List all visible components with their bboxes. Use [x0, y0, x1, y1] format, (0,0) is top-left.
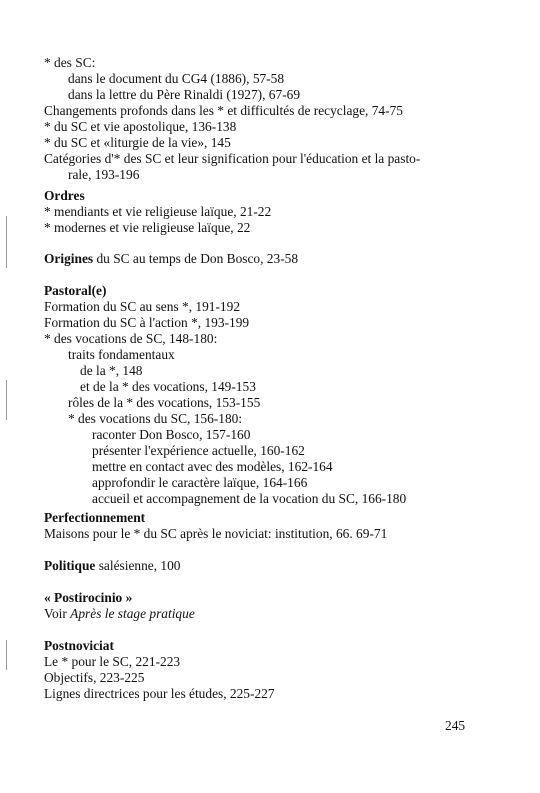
- index-subsubline: approfondir le caractère laïque, 164-166: [92, 475, 308, 490]
- index-line-continuation: rale, 193-196: [68, 167, 140, 182]
- index-entry-sc: [44, 55, 484, 183]
- index-subline: * des vocations du SC, 156-180:: [68, 411, 243, 426]
- entry-heading: Ordres: [44, 188, 85, 203]
- index-subline: dans la lettre du Père Rinaldi (1927), 67-69: [68, 87, 301, 102]
- entry-text: du SC au temps de Don Bosco, 23-58: [93, 251, 299, 266]
- index-line: Objectifs, 223-225: [44, 670, 145, 685]
- index-entry-postnoviciat: [44, 638, 484, 702]
- index-line: [44, 606, 484, 622]
- index-subsubline: raconter Don Bosco, 157-160: [92, 427, 251, 442]
- page-number: 245: [445, 718, 466, 733]
- index-entry-perfectionnement: [44, 510, 484, 542]
- index-subline: rôles de la * des vocations, 153-155: [68, 395, 261, 410]
- see-prefix: Voir: [44, 606, 71, 621]
- index-line: * du SC et «liturgie de la vie», 145: [44, 135, 231, 150]
- entry-heading: Perfectionnement: [44, 510, 146, 525]
- index-entry-pastorale: [44, 283, 484, 507]
- index-line: * des vocations de SC, 148-180:: [44, 331, 218, 346]
- index-subline: traits fondamentaux: [68, 347, 175, 362]
- index-line: * mendiants et vie religieuse laïque, 21-22: [44, 204, 272, 219]
- index-entry-ordres: [44, 188, 484, 236]
- entry-heading: Politique: [44, 558, 96, 573]
- scan-margin-mark: [6, 380, 7, 420]
- entry-text: salésienne, 100: [95, 558, 181, 573]
- index-entry-politique: [44, 558, 484, 574]
- index-subsubline: et de la * des vocations, 149-153: [80, 379, 256, 394]
- index-entry-postirocinio: [44, 590, 484, 622]
- index-line: Maisons pour le * du SC après le noviciat: institution, 66. 69-71: [44, 526, 388, 541]
- index-subsubline: accueil et accompagnement de la vocation du SC, 166-180: [92, 491, 407, 506]
- index-line: Formation du SC au sens *, 191-192: [44, 299, 241, 314]
- index-entry-origines: [44, 251, 484, 267]
- scan-margin-mark: [6, 640, 7, 670]
- index-subline: dans le document du CG4 (1886), 57-58: [68, 71, 285, 86]
- index-line: Lignes directrices pour les études, 225-227: [44, 686, 275, 701]
- index-line: * du SC et vie apostolique, 136-138: [44, 119, 237, 134]
- index-line: Le * pour le SC, 221-223: [44, 654, 181, 669]
- index-subsubline: mettre en contact avec des modèles, 162-164: [92, 459, 333, 474]
- index-subsubline: de la *, 148: [80, 363, 143, 378]
- index-line: * des SC:: [44, 55, 96, 70]
- entry-heading: Postnoviciat: [44, 638, 114, 653]
- entry-heading: Pastoral(e): [44, 283, 107, 298]
- index-line: [44, 251, 484, 267]
- entry-heading: « Postirocinio »: [44, 590, 133, 605]
- cross-reference: Après le stage pratique: [70, 606, 195, 621]
- entry-heading: Origines: [44, 251, 94, 266]
- index-line: * modernes et vie religieuse laïque, 22: [44, 220, 251, 235]
- index-line: [44, 558, 484, 574]
- index-line: Catégories d'* des SC et leur signification pour l'éducation et la pasto-: [44, 151, 421, 166]
- index-subsubline: présenter l'expérience actuelle, 160-162: [92, 443, 305, 458]
- index-line: Formation du SC à l'action *, 193-199: [44, 315, 250, 330]
- scan-margin-mark: [6, 216, 7, 268]
- index-line: Changements profonds dans les * et difficultés de recyclage, 74-75: [44, 103, 403, 118]
